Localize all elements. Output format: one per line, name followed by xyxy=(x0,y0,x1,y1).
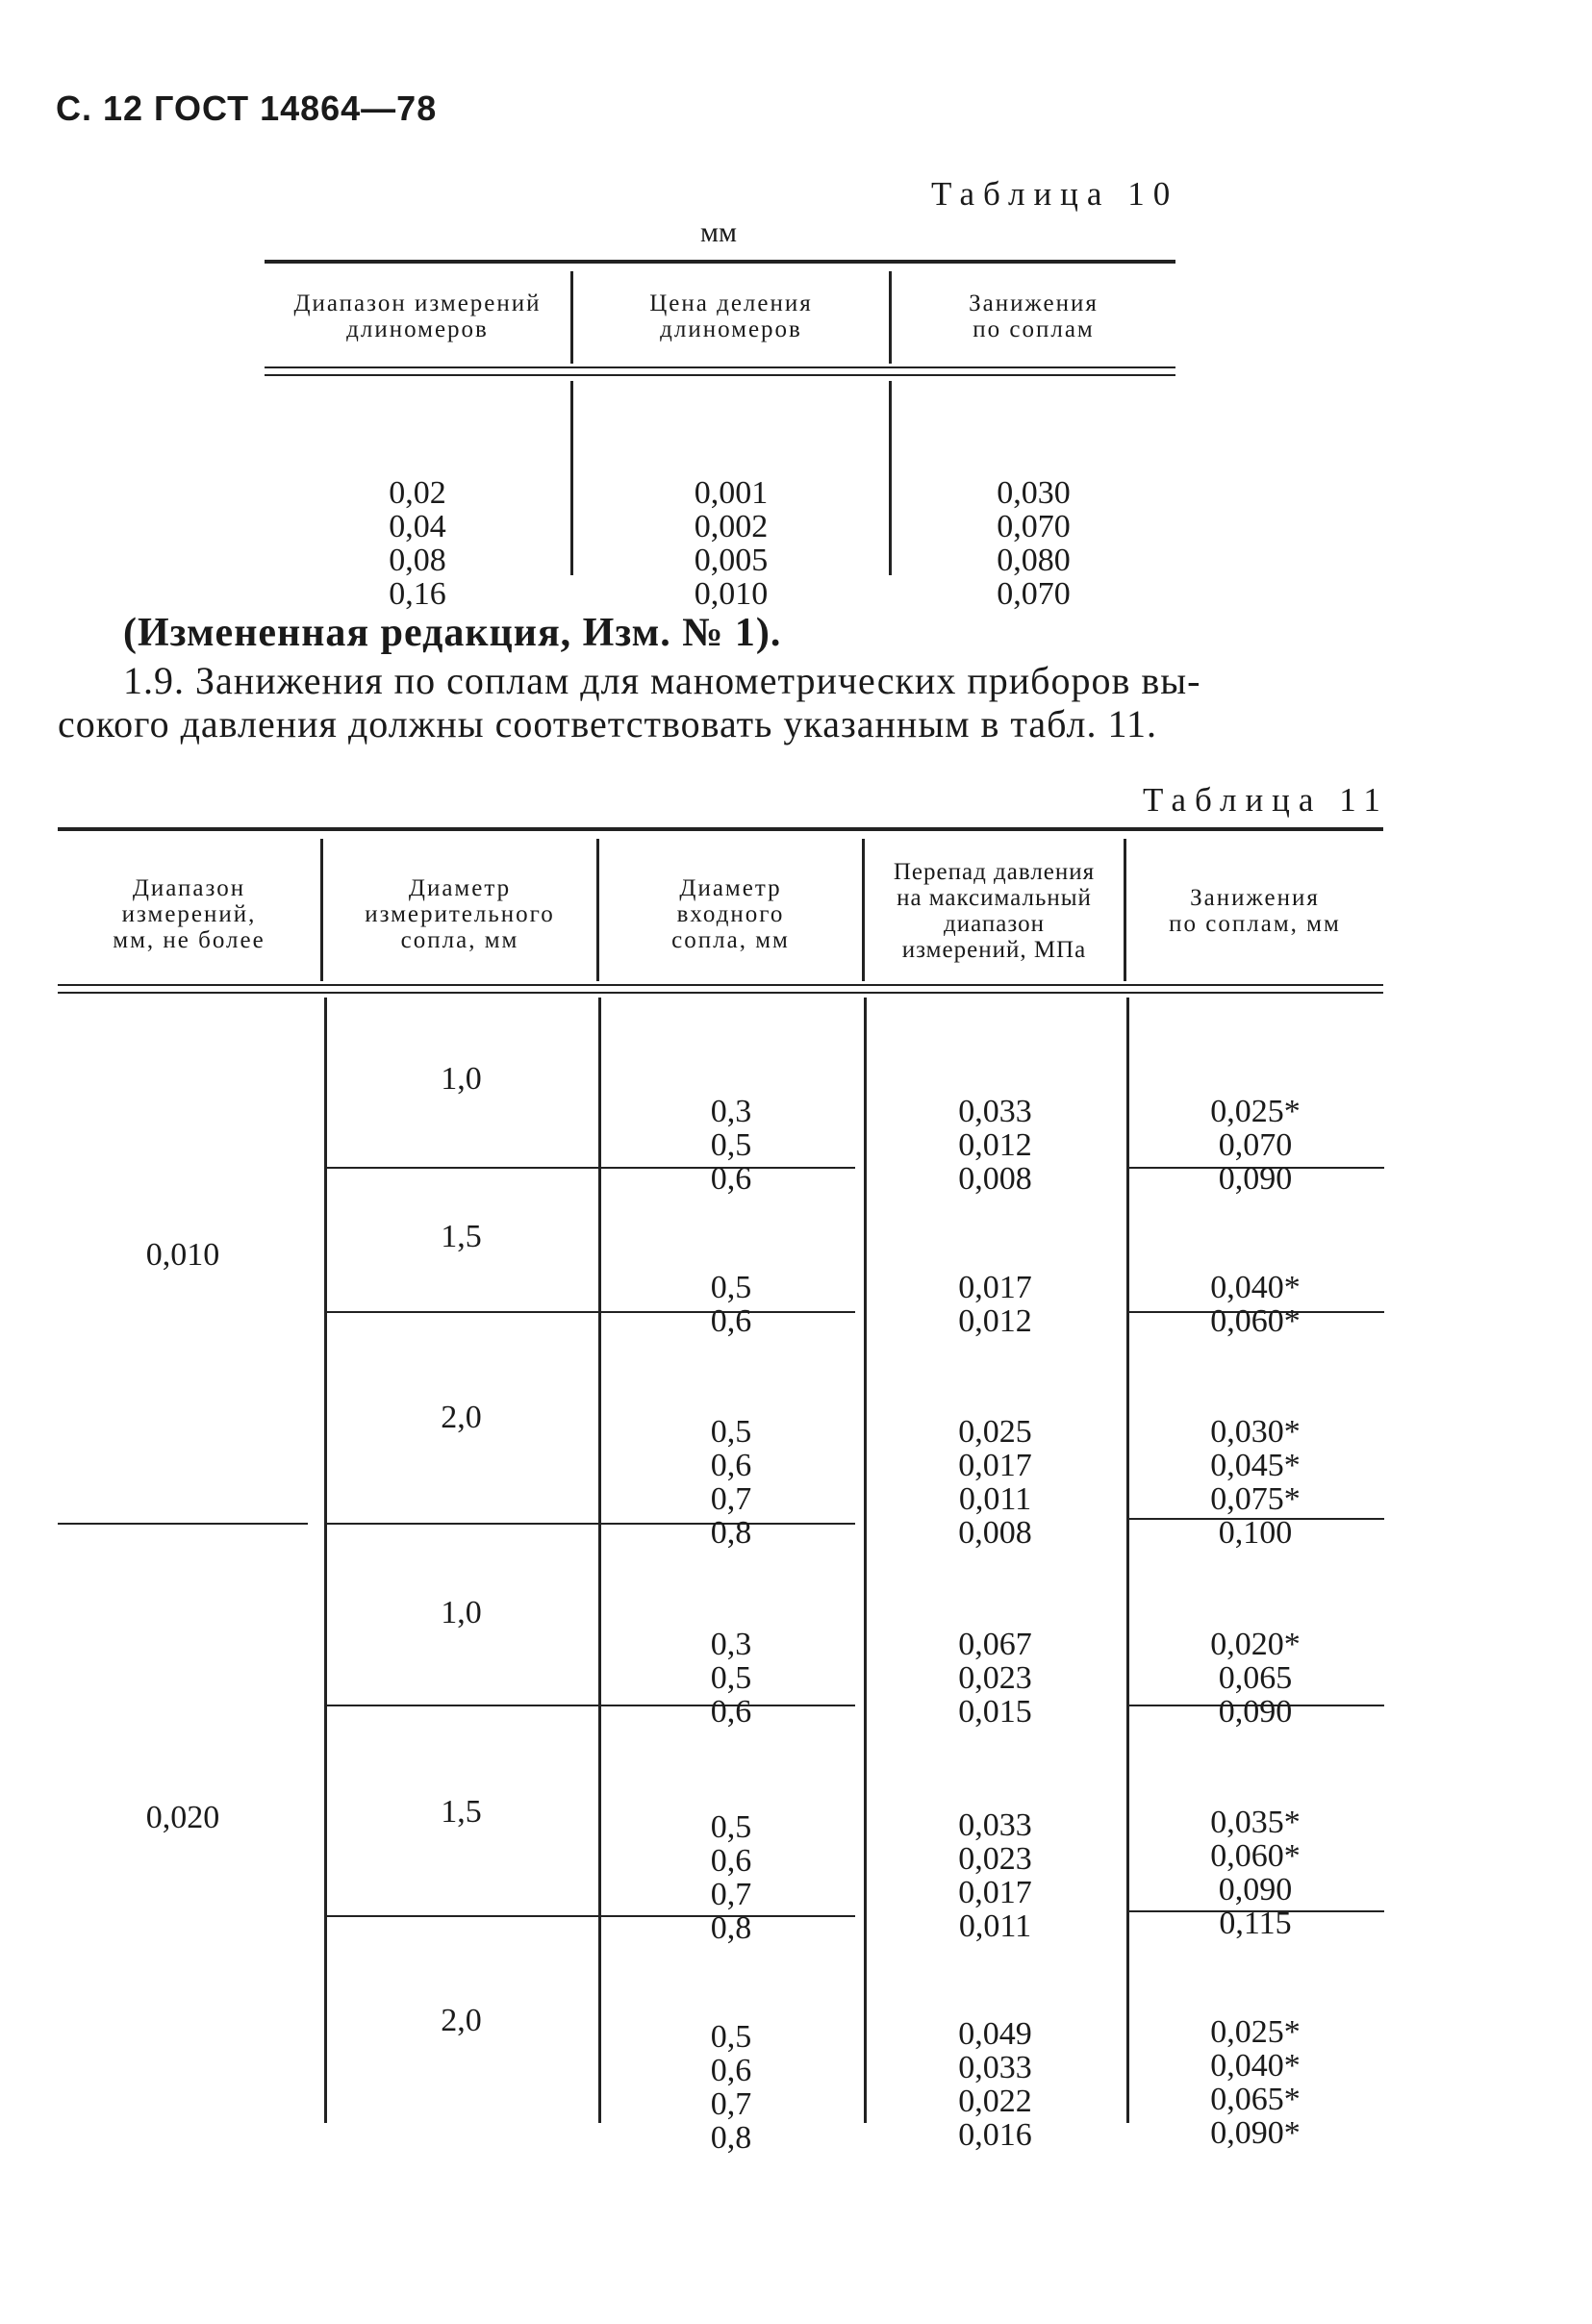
table11-underestimation-cell: 0,025* 0,070 0,090 xyxy=(1210,1094,1301,1197)
page-header: С. 12 ГОСТ 14864—78 xyxy=(56,88,438,128)
table11-pressure-cell: 0,049 0,033 0,022 0,016 xyxy=(958,2016,1032,2153)
table11-pressure-cell: 0,033 0,023 0,017 0,011 xyxy=(958,1807,1032,1944)
table10-underestimation-values xyxy=(892,409,1175,678)
cell: 0,070 xyxy=(997,576,1071,612)
table10-unit: мм xyxy=(700,216,737,248)
table10-col-range: Диапазон измерений длиномеров xyxy=(293,290,542,342)
table11-inlet-cell: 0,5 0,6 0,7 0,8 xyxy=(710,1414,752,1551)
table11-pressure-cell: 0,067 0,023 0,015 xyxy=(958,1627,1032,1730)
amendment-note: (Измененная редакция, Изм. № 1). xyxy=(123,611,782,655)
table11-inlet-cell: 0,5 0,6 0,7 0,8 xyxy=(710,1809,752,1946)
table11-nozzle-cell: 1,0 xyxy=(441,1595,482,1630)
paragraph-line2: сокого давления должны соответствовать указанным в табл. 11. xyxy=(58,702,1157,745)
table11-nozzle-cell: 2,0 xyxy=(441,1400,482,1435)
table11-inlet-cell: 0,3 0,5 0,6 xyxy=(710,1627,752,1730)
table11-range-cell: 0,020 xyxy=(145,1800,220,1835)
table11-col-range: Диапазон измерений, мм, не более xyxy=(113,875,265,953)
table10-header-rule xyxy=(265,366,1175,376)
table11-nozzle-cell: 1,5 xyxy=(441,1794,482,1830)
table11-inlet-cell: 0,5 0,6 0,7 0,8 xyxy=(710,2019,752,2156)
table11-underestimation-cell: 0,040* 0,060* xyxy=(1210,1270,1301,1339)
table10-col-underestimation: Занижения по соплам xyxy=(969,290,1099,342)
cell: 0,030 xyxy=(997,475,1071,511)
table11-inlet-cell: 0,5 0,6 xyxy=(710,1270,752,1339)
cell: 0,005 xyxy=(694,543,769,578)
cell: 0,08 xyxy=(389,543,446,578)
table11-pressure-cell: 0,017 0,012 xyxy=(958,1270,1032,1339)
cell: 0,02 xyxy=(389,475,446,511)
table11-top-rule xyxy=(58,827,1383,831)
paragraph-line1: 1.9. Занижения по соплам для манометрических приборов вы- xyxy=(123,659,1201,702)
row-separator xyxy=(58,1523,308,1525)
cell: 0,070 xyxy=(997,509,1071,544)
table10-label: Таблица 10 xyxy=(931,175,1179,213)
table11-col-inlet: Диаметр входного сопла, мм xyxy=(671,875,790,953)
table11-col-nozzle: Диаметр измерительного сопла, мм xyxy=(365,875,555,953)
table11-inlet-cell: 0,3 0,5 0,6 xyxy=(710,1094,752,1197)
cell: 0,16 xyxy=(389,576,446,612)
cell: 0,010 xyxy=(694,576,769,612)
table11-underestimation-cell: 0,025* 0,040* 0,065* 0,090* xyxy=(1210,2014,1301,2151)
table10-col-division: Цена деления длиномеров xyxy=(649,290,813,342)
table11-pressure-cell: 0,025 0,017 0,011 0,008 xyxy=(958,1414,1032,1551)
cell: 0,080 xyxy=(997,543,1071,578)
table11-underestimation-cell: 0,020* 0,065 0,090 xyxy=(1210,1627,1301,1730)
table11-range-cell: 0,010 xyxy=(145,1237,220,1273)
table11-header-rule xyxy=(58,984,1383,994)
table11-nozzle-cell: 2,0 xyxy=(441,2003,482,2038)
table11-col-underestimation: Занижения по соплам, мм xyxy=(1169,885,1341,937)
table11-col-pressure: Перепад давления на максимальный диапазон измерений, МПа xyxy=(893,859,1096,963)
cell: 0,04 xyxy=(389,509,446,544)
cell: 0,002 xyxy=(694,509,769,544)
table11-pressure-cell: 0,033 0,012 0,008 xyxy=(958,1094,1032,1197)
table11-nozzle-cell: 1,0 xyxy=(441,1061,482,1097)
table11-underestimation-cell: 0,030* 0,045* 0,075* 0,100 xyxy=(1210,1414,1301,1551)
table11-label: Таблица 11 xyxy=(1143,781,1389,819)
table10-top-rule xyxy=(265,260,1175,264)
cell: 0,001 xyxy=(694,475,769,511)
table11-underestimation-cell: 0,035* 0,060* 0,090 0,115 xyxy=(1210,1805,1301,1941)
table11-nozzle-cell: 1,5 xyxy=(441,1219,482,1254)
